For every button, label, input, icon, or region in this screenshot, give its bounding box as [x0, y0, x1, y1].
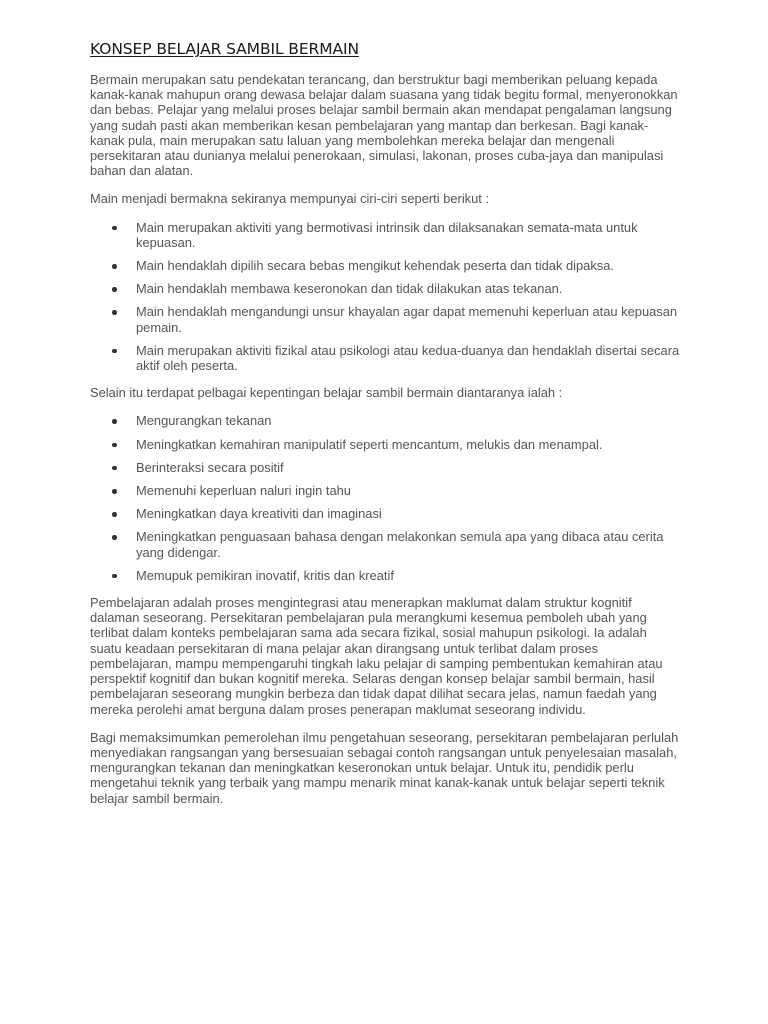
bullet-icon [112, 287, 117, 292]
list-item [90, 343, 680, 373]
document-body [90, 40, 680, 819]
kepentingan-list [90, 413, 680, 583]
list-item [90, 506, 680, 521]
bullet-icon [112, 466, 117, 471]
ciri-list [90, 220, 680, 374]
list-item [90, 281, 680, 296]
list-item-text: Meningkatkan daya kreativiti dan imaginasi [136, 506, 382, 522]
list-item-text: Main hendaklah dipilih secara bebas mengikut kehendak peserta dan tidak dipaksa. [136, 258, 614, 274]
bullet-icon [112, 512, 117, 517]
list-item [90, 529, 680, 559]
list-item [90, 304, 680, 334]
list-item [90, 460, 680, 475]
list-item [90, 437, 680, 452]
bullet-icon [112, 226, 117, 231]
bullet-icon [112, 574, 117, 579]
list-item-text: Main merupakan aktiviti fizikal atau psikologi atau kedua-duanya dan hendaklah disertai secara aktif oleh peserta. [136, 342, 680, 374]
list-item-text: Memenuhi keperluan naluri ingin tahu [136, 483, 351, 499]
bullet-icon [112, 535, 117, 540]
list-item-text: Berinteraksi secara positif [136, 459, 284, 475]
list-item-text: Meningkatkan kemahiran manipulatif seperti mencantum, melukis dan menampal. [136, 436, 603, 452]
list-item-text: Mengurangkan tekanan [136, 413, 272, 429]
list-item-text: Meningkatkan penguasaan bahasa dengan melakonkan semula apa yang dibaca atau cerita yang didengar. [136, 529, 664, 560]
document-title: KONSEP BELAJAR SAMBIL BERMAIN [90, 40, 359, 58]
list-item [90, 568, 680, 583]
bullet-icon [112, 310, 117, 315]
ciri-heading: Main menjadi bermakna sekiranya mempunyai ciri-ciri seperti berikut : [90, 191, 490, 207]
bullet-icon [112, 443, 117, 448]
list-item-text: Memupuk pemikiran inovatif, kritis dan kreatif [136, 567, 394, 583]
pembelajaran-paragraph: Pembelajaran adalah proses mengintegrasi atau menerapkan maklumat dalam struktur kognitif dalaman seseorang. Persekitaran pembelajaran pula merangkumi kesemua pemboleh ubah yang terlibat dalam konteks pembelajaran sama ada secara fizikal, sosial mahupun psikologi. Ia adalah suatu keadaan persekitaran di mana pelajar akan dirangsang untuk terlibat dalam proses pembelajaran, mampu mempengaruhi tingkah laku pelajar di samping pembentukan kemahiran atau perspektif kognitif dan bukan kognitif mereka. Selaras dengan konsep belajar sambil bermain, hasil pembelajaran seseorang mungkin berbeza dan tidak dapat dilihat secara jelas, namun faedah yang mereka perolehi amat berguna dalam proses penerapan maklumat seseorang individu. [90, 595, 663, 717]
maksimum-paragraph: Bagi memaksimumkan pemerolehan ilmu pengetahuan seseorang, persekitaran pembelajaran perlulah menyediakan rangsangan yang bersesuaian sebagai contoh rangsangan untuk penyelesaian masalah, mengurangkan tekanan dan meningkatkan keseronokan untuk belajar. Untuk itu, pendidik perlu mengetahui teknik yang terbaik yang mampu menarik minat kanak-kanak untuk belajar seperti teknik belajar sambil bermain. [90, 729, 679, 806]
list-item-text: Main merupakan aktiviti yang bermotivasi intrinsik dan dilaksanakan semata-mata untuk kepuasan. [136, 219, 638, 250]
list-item [90, 220, 680, 250]
bullet-icon [112, 419, 117, 424]
bullet-icon [112, 349, 117, 354]
list-item [90, 258, 680, 273]
kepentingan-heading: Selain itu terdapat pelbagai kepentingan belajar sambil bermain diantaranya ialah : [90, 385, 563, 401]
list-item-text: Main hendaklah membawa keseronokan dan tidak dilakukan atas tekanan. [136, 281, 563, 297]
list-item [90, 413, 680, 428]
bullet-icon [112, 264, 117, 269]
list-item [90, 483, 680, 498]
intro-paragraph: Bermain merupakan satu pendekatan terancang, dan berstruktur bagi memberikan peluang kepada kanak-kanak mahupun orang dewasa belajar dalam suasana yang tidak begitu formal, menyeronokkan dan bebas. Pelajar yang melalui proses belajar sambil bermain akan mendapat pengalaman langsung yang sudah pasti akan memberikan kesan pembelajaran yang mantap dan berkesan. Bagi kanak-kanak pula, main merupakan satu laluan yang membolehkan mereka belajar dan mengenali persekitaran atau dunianya melalui penerokaan, simulasi, lakonan, proses cuba-jaya dan manipulasi bahan dan alatan. [90, 72, 678, 179]
bullet-icon [112, 489, 117, 494]
list-item-text: Main hendaklah mengandungi unsur khayalan agar dapat memenuhi keperluan atau kepuasan pemain. [136, 304, 678, 335]
